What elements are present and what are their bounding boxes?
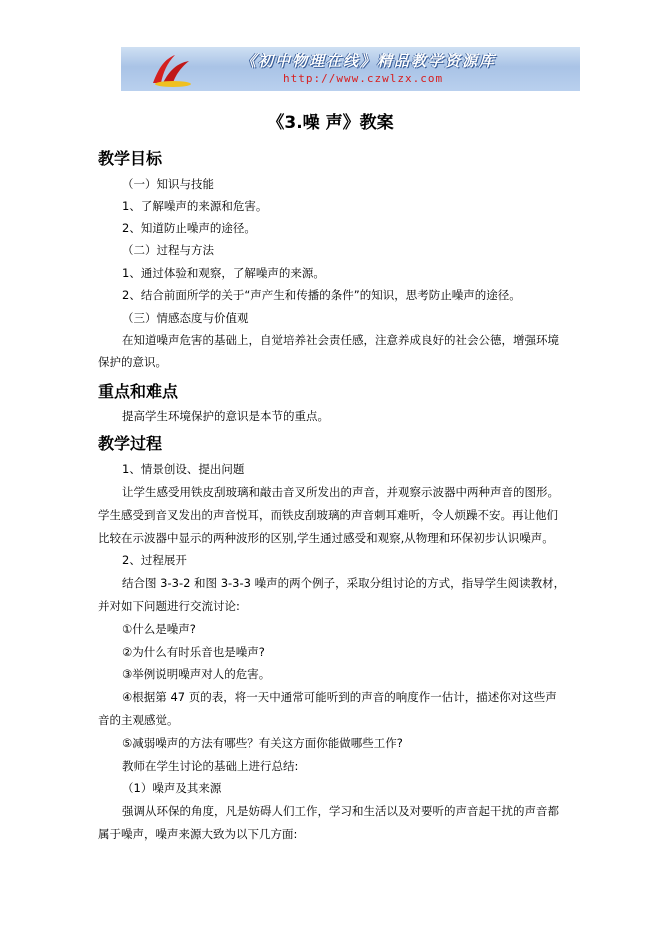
document-title: 《3.噪 声》教案 xyxy=(267,113,394,133)
paragraph: 1、通过体验和观察，了解噪声的来源。 xyxy=(122,266,325,280)
list-item: ⑤减弱噪声的方法有哪些？有关这方面你能做哪些工作? xyxy=(122,736,403,750)
paragraph: 音的主观感觉。 xyxy=(98,713,179,727)
paragraph: 1、了解噪声的来源和危害。 xyxy=(122,199,268,213)
paragraph: （二）过程与方法 xyxy=(122,243,214,257)
paragraph: 比较在示波器中显示的两种波形的区别,学生通过感受和观察,从物理和环保初步认识噪声。 xyxy=(98,531,554,545)
paragraph: 结合图 3-3-2 和图 3-3-3 噪声的两个例子，采取分组讨论的方式，指导学生阅读教材， xyxy=(122,576,566,590)
paragraph: 提高学生环境保护的意识是本节的重点。 xyxy=(122,409,329,423)
paragraph: 2、结合前面所学的关于“声产生和传播的条件”的知识，思考防止噪声的途径。 xyxy=(122,288,521,302)
list-item: ④根据第 47 页的表，将一天中通常可能听到的声音的响度作一估计，描述你对这些声 xyxy=(122,690,557,704)
paragraph: （三）情感态度与价值观 xyxy=(122,311,249,325)
heading-teaching-process: 教学过程 xyxy=(98,434,163,453)
banner-title: 《初中物理在线》精品教学资源库 xyxy=(241,52,497,70)
heading-teaching-goals: 教学目标 xyxy=(98,149,163,168)
paragraph: 保护的意识。 xyxy=(98,355,167,369)
list-item: ②为什么有时乐音也是噪声? xyxy=(122,645,265,659)
paragraph: 1、情景创设、提出问题 xyxy=(122,462,245,476)
paragraph: 属于噪声，噪声来源大致为以下几方面: xyxy=(98,827,298,841)
banner-url: http://www.czwlzx.com xyxy=(283,72,444,85)
header-banner xyxy=(121,47,580,91)
paragraph: 在知道噪声危害的基础上，自觉培养社会责任感，注意养成良好的社会公德，增强环境 xyxy=(122,333,559,347)
list-item: ③举例说明噪声对人的危害。 xyxy=(122,667,271,681)
paragraph: 2、知道防止噪声的途径。 xyxy=(122,221,256,235)
paragraph: （一）知识与技能 xyxy=(122,177,214,191)
paragraph: 教师在学生讨论的基础上进行总结: xyxy=(122,759,299,773)
logo-icon xyxy=(149,53,193,87)
paragraph: 学生感受到音叉发出的声音悦耳，而铁皮刮玻璃的声音刺耳难听，令人烦躁不安。再让他们 xyxy=(98,508,558,522)
heading-key-points: 重点和难点 xyxy=(98,382,179,401)
paragraph: 让学生感受用铁皮刮玻璃和敲击音叉所发出的声音，并观察示波器中两种声音的图形。 xyxy=(122,485,559,499)
list-item: ①什么是噪声? xyxy=(122,622,196,636)
paragraph: 并对如下问题进行交流讨论: xyxy=(98,599,240,613)
paragraph: 2、过程展开 xyxy=(122,553,187,567)
paragraph: （1）噪声及其来源 xyxy=(122,781,222,795)
paragraph: 强调从环保的角度，凡是妨碍人们工作，学习和生活以及对要听的声音起干扰的声音都 xyxy=(122,804,559,818)
